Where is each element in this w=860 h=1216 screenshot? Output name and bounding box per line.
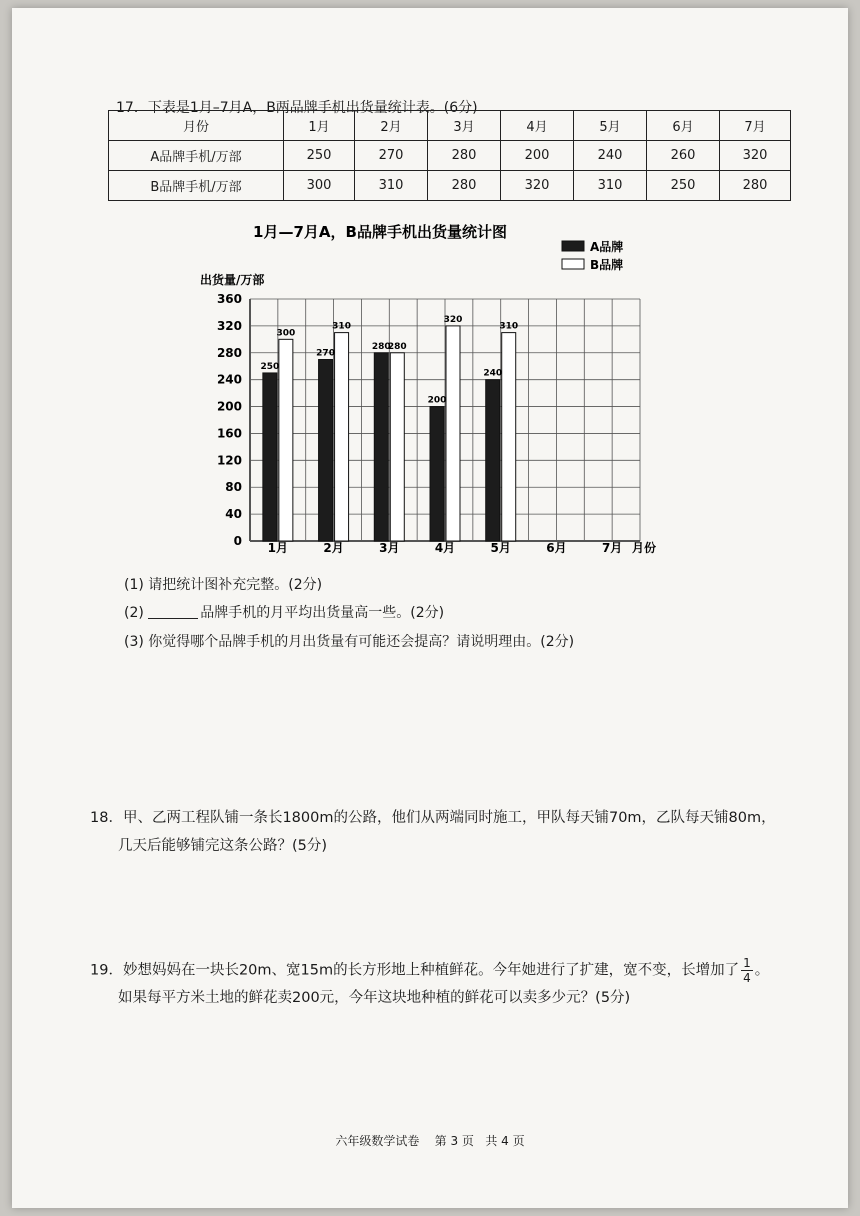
table-cell: 320 xyxy=(501,171,574,201)
bar-a xyxy=(263,373,277,541)
table-cell: 200 xyxy=(501,141,574,171)
table-cell: 月份 xyxy=(109,111,284,141)
q18-line1: 18．甲、乙两工程队铺一条长1800m的公路，他们从两端同时施工，甲队每天铺70m，乙队每天铺80m， xyxy=(90,810,776,826)
q17-sub1: (1) 请把统计图补充完整。(2分) xyxy=(124,577,323,593)
data-label: 270 xyxy=(316,348,335,359)
data-label: 310 xyxy=(332,321,351,332)
q19-line1 xyxy=(90,956,769,985)
y-tick-label: 160 xyxy=(216,426,242,441)
legend-swatch xyxy=(562,259,584,269)
table-cell: 4月 xyxy=(501,111,574,141)
table-cell: 320 xyxy=(720,141,791,171)
chart-legend xyxy=(562,239,623,272)
footer-page: 第 3 页 xyxy=(434,1134,474,1148)
table-cell: 5月 xyxy=(574,111,647,141)
q19-text: 19．妙想妈妈在一块长20m、宽15m的长方形地上种植鲜花。今年她进行了扩建，宽不变，长增加了 xyxy=(90,962,740,979)
x-tick-label: 4月 xyxy=(434,541,456,555)
data-label: 250 xyxy=(260,361,280,372)
q17-sub2 xyxy=(124,603,444,623)
data-label: 300 xyxy=(276,328,296,339)
x-tick-label: 2月 xyxy=(323,541,344,555)
chart-grid xyxy=(250,299,640,541)
table-row xyxy=(109,171,791,201)
q19-line2: 如果每平方米土地的鲜花卖200元，今年这块地种植的鲜花可以卖多少元？(5分) xyxy=(118,990,631,1006)
table-cell: 280 xyxy=(428,171,501,201)
table-cell: 310 xyxy=(574,171,647,201)
table-header-row xyxy=(109,111,791,141)
table-cell: 1月 xyxy=(284,111,355,141)
y-tick-label: 360 xyxy=(216,292,242,306)
fraction-numerator: 1 xyxy=(743,956,751,970)
table-cell: 260 xyxy=(647,141,720,171)
y-axis-label: 出货量/万部 xyxy=(200,273,265,287)
table-cell: 2月 xyxy=(355,111,428,141)
x-tick-label: 6月 xyxy=(546,541,567,555)
legend-label: B品牌 xyxy=(590,258,624,272)
q17-title: 17．下表是1月–7月A，B两品牌手机出货量统计表。(6分) xyxy=(116,100,478,116)
x-tick-labels xyxy=(268,541,623,555)
legend-label: A品牌 xyxy=(590,240,624,254)
bar-a xyxy=(319,360,333,542)
table-cell: 280 xyxy=(720,171,791,201)
x-tick-label: 5月 xyxy=(490,541,511,555)
x-tick-label: 1月 xyxy=(267,541,289,555)
bar-a xyxy=(486,380,500,541)
data-label: 280 xyxy=(371,341,391,352)
shipment-table xyxy=(108,110,791,201)
data-label: 280 xyxy=(387,341,407,352)
bar-b xyxy=(279,339,293,541)
bar-a xyxy=(374,353,388,541)
fraction-denominator: 4 xyxy=(743,971,751,985)
bar-b xyxy=(335,333,349,541)
bar-b xyxy=(502,333,516,541)
table-cell: B品牌手机/万部 xyxy=(109,171,284,201)
table-cell: 7月 xyxy=(720,111,791,141)
q17-sub3: (3) 你觉得哪个品牌手机的月出货量有可能还会提高？请说明理由。(2分) xyxy=(124,634,575,650)
data-label: 320 xyxy=(443,314,463,325)
table-cell: 3月 xyxy=(428,111,501,141)
table-cell: 240 xyxy=(574,141,647,171)
y-tick-label: 40 xyxy=(225,507,242,522)
table-cell: A品牌手机/万部 xyxy=(109,141,284,171)
sub2-text: 品牌手机的月平均出货量高一些。(2分) xyxy=(200,605,445,621)
shipment-bar-chart xyxy=(190,215,690,565)
q18-line2: 几天后能够铺完这条公路？(5分) xyxy=(118,838,328,854)
data-label: 240 xyxy=(483,368,503,379)
bar-a xyxy=(430,407,444,541)
chart-title: 1月—7月A，B品牌手机出货量统计图 xyxy=(253,223,507,241)
table-cell: 6月 xyxy=(647,111,720,141)
x-tick-label: 3月 xyxy=(379,541,400,555)
table-row xyxy=(109,141,791,171)
sub2-number: (2) xyxy=(124,605,144,621)
fraction xyxy=(741,956,753,985)
answer-blank[interactable] xyxy=(148,604,198,619)
y-tick-label: 280 xyxy=(216,345,242,360)
y-tick-label: 120 xyxy=(216,453,242,468)
bar-b xyxy=(390,353,404,541)
y-tick-label: 200 xyxy=(216,399,242,414)
table-cell: 270 xyxy=(355,141,428,171)
footer-subject: 六年级数学试卷 xyxy=(335,1134,420,1148)
table-cell: 280 xyxy=(428,141,501,171)
y-tick-labels xyxy=(217,292,242,548)
x-tick-label: 7月 xyxy=(601,541,623,555)
q19-text-end: 。 xyxy=(754,962,770,979)
table-cell: 250 xyxy=(647,171,720,201)
x-axis-label: 月份 xyxy=(631,541,657,555)
page-footer xyxy=(0,1132,860,1149)
legend-swatch xyxy=(562,241,584,251)
table-cell: 250 xyxy=(284,141,355,171)
y-tick-label: 320 xyxy=(216,318,242,333)
table-cell: 300 xyxy=(284,171,355,201)
y-tick-label: 80 xyxy=(225,480,242,495)
y-tick-label: 0 xyxy=(233,534,242,548)
data-label: 200 xyxy=(427,395,447,406)
footer-total: 共 4 页 xyxy=(485,1134,525,1148)
table-cell: 310 xyxy=(355,171,428,201)
y-tick-label: 240 xyxy=(216,372,242,387)
data-label: 310 xyxy=(499,321,519,332)
bar-b xyxy=(446,326,460,541)
